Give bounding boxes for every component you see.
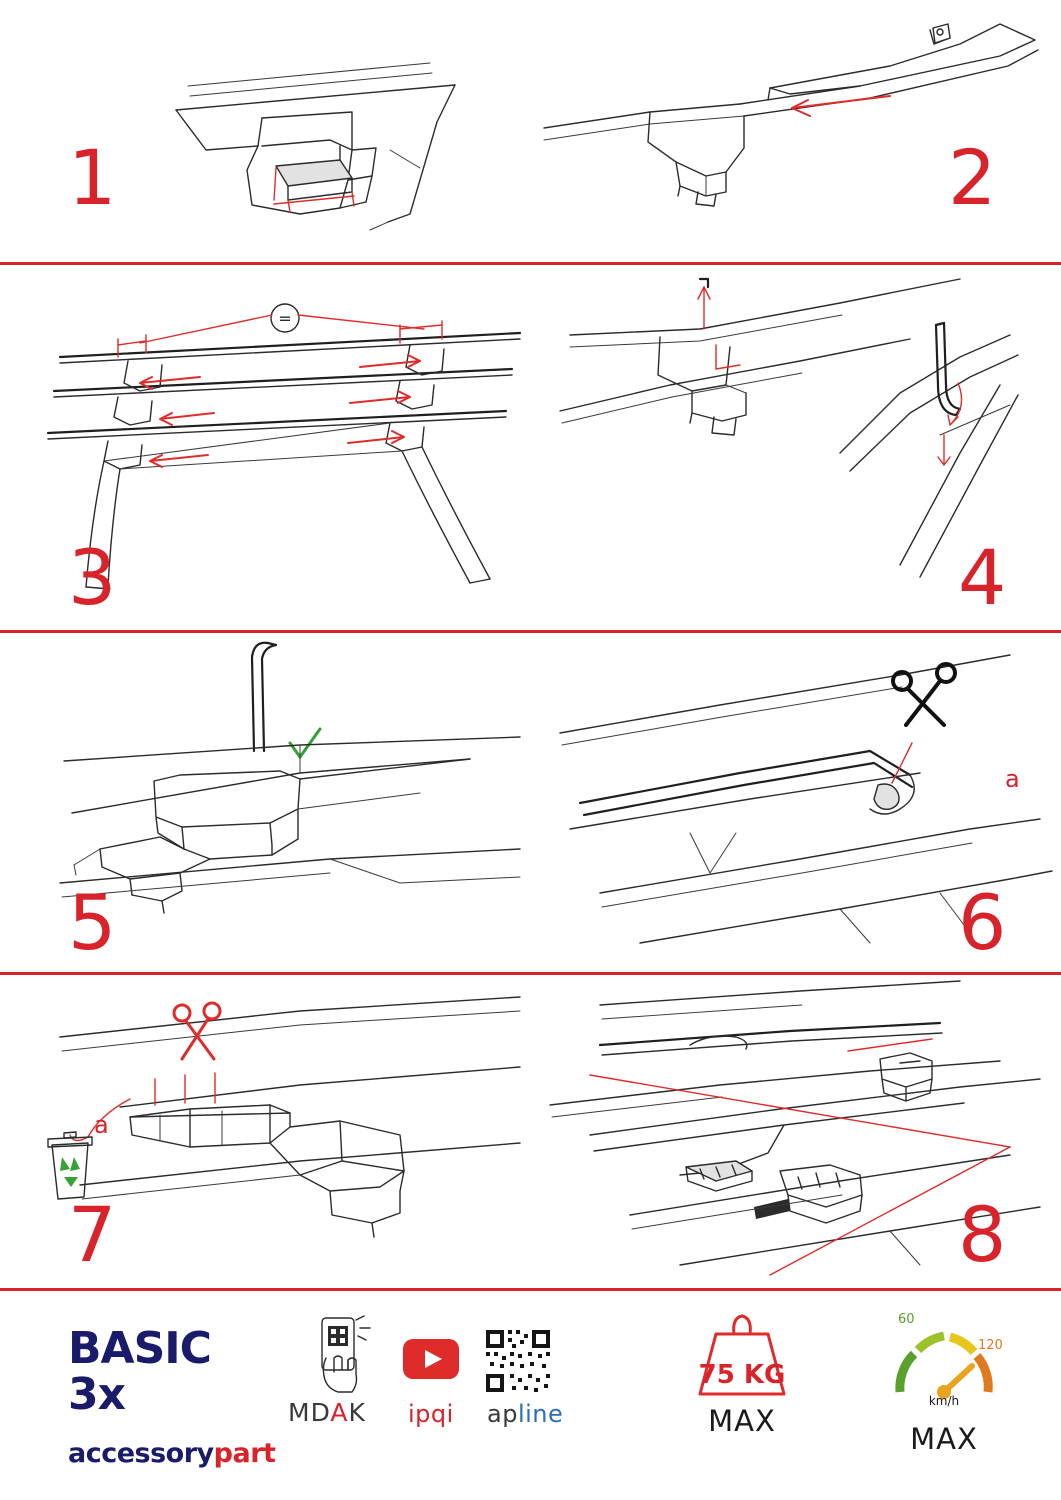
speed-tick-low: 60 bbox=[898, 1312, 915, 1327]
step-row-4 bbox=[0, 975, 1061, 1288]
step-number-8: 8 bbox=[958, 1190, 1007, 1279]
step-panel-7 bbox=[0, 975, 540, 1288]
step-row-1 bbox=[0, 0, 1061, 262]
step-number-5: 5 bbox=[68, 878, 117, 967]
max-speed-label: MAX bbox=[910, 1422, 978, 1456]
step-5-illustration bbox=[60, 643, 520, 913]
speed-tick-high: 120 bbox=[978, 1338, 1003, 1353]
label-a-step6: a bbox=[1005, 765, 1020, 793]
speed-unit: km/h bbox=[928, 1394, 960, 1408]
step-1-illustration bbox=[176, 63, 455, 230]
step-3-illustration bbox=[48, 304, 520, 589]
step-number-4: 4 bbox=[958, 533, 1007, 622]
logo-apline-b: line bbox=[517, 1400, 564, 1428]
step-panel-2 bbox=[530, 0, 1061, 262]
step-number-1: 1 bbox=[68, 133, 117, 222]
step-row-2 bbox=[0, 265, 1061, 630]
brand-company-first: accessory bbox=[68, 1438, 214, 1469]
step-number-6: 6 bbox=[958, 878, 1007, 967]
step-7-illustration bbox=[48, 997, 520, 1237]
step-panel-6 bbox=[540, 633, 1061, 972]
step-panel-4 bbox=[540, 265, 1061, 630]
step-number-7: 7 bbox=[68, 1190, 117, 1279]
logo-mdak-a: MD bbox=[288, 1398, 331, 1427]
logo-apline-text bbox=[487, 1400, 563, 1428]
logo-mdak-text bbox=[288, 1398, 366, 1427]
logo-ipqi-text: ipqi bbox=[408, 1400, 454, 1428]
max-load-value: 75 KG bbox=[698, 1360, 786, 1390]
step-panel-1 bbox=[0, 0, 530, 262]
scissors-icon bbox=[893, 664, 955, 725]
step-panel-3 bbox=[0, 265, 540, 630]
youtube-icon[interactable] bbox=[402, 1338, 460, 1380]
step-4-illustration bbox=[560, 279, 1018, 577]
step-number-3: 3 bbox=[68, 533, 117, 622]
speedometer-icon bbox=[900, 1336, 988, 1392]
logo-mdak-c: K bbox=[348, 1398, 366, 1427]
step-panel-5 bbox=[0, 633, 540, 972]
max-speed-block bbox=[874, 1306, 1014, 1456]
brand-company bbox=[68, 1440, 278, 1468]
phone-qr-hand-icon bbox=[312, 1314, 384, 1396]
step-number-2: 2 bbox=[948, 133, 997, 222]
brand-block bbox=[68, 1323, 278, 1469]
brand-company-second: part bbox=[213, 1438, 276, 1469]
logo-mdak-b: A bbox=[330, 1398, 349, 1427]
max-load-block bbox=[672, 1308, 812, 1438]
label-a-step7: a bbox=[94, 1111, 109, 1139]
brand-product-name: BASIC 3 bbox=[68, 1323, 211, 1420]
footer bbox=[0, 1288, 1061, 1500]
qr-code-icon bbox=[484, 1328, 552, 1394]
brand-product bbox=[68, 1323, 278, 1420]
max-load-label: MAX bbox=[708, 1404, 776, 1438]
equal-symbol: = bbox=[278, 309, 292, 328]
scissors-icon bbox=[174, 1003, 220, 1059]
step-panel-8 bbox=[540, 975, 1061, 1288]
step-row-3 bbox=[0, 633, 1061, 972]
brand-product-suffix: x bbox=[97, 1369, 126, 1420]
recycle-bin-icon bbox=[48, 1132, 92, 1199]
logo-apline-a: ap bbox=[487, 1400, 518, 1428]
